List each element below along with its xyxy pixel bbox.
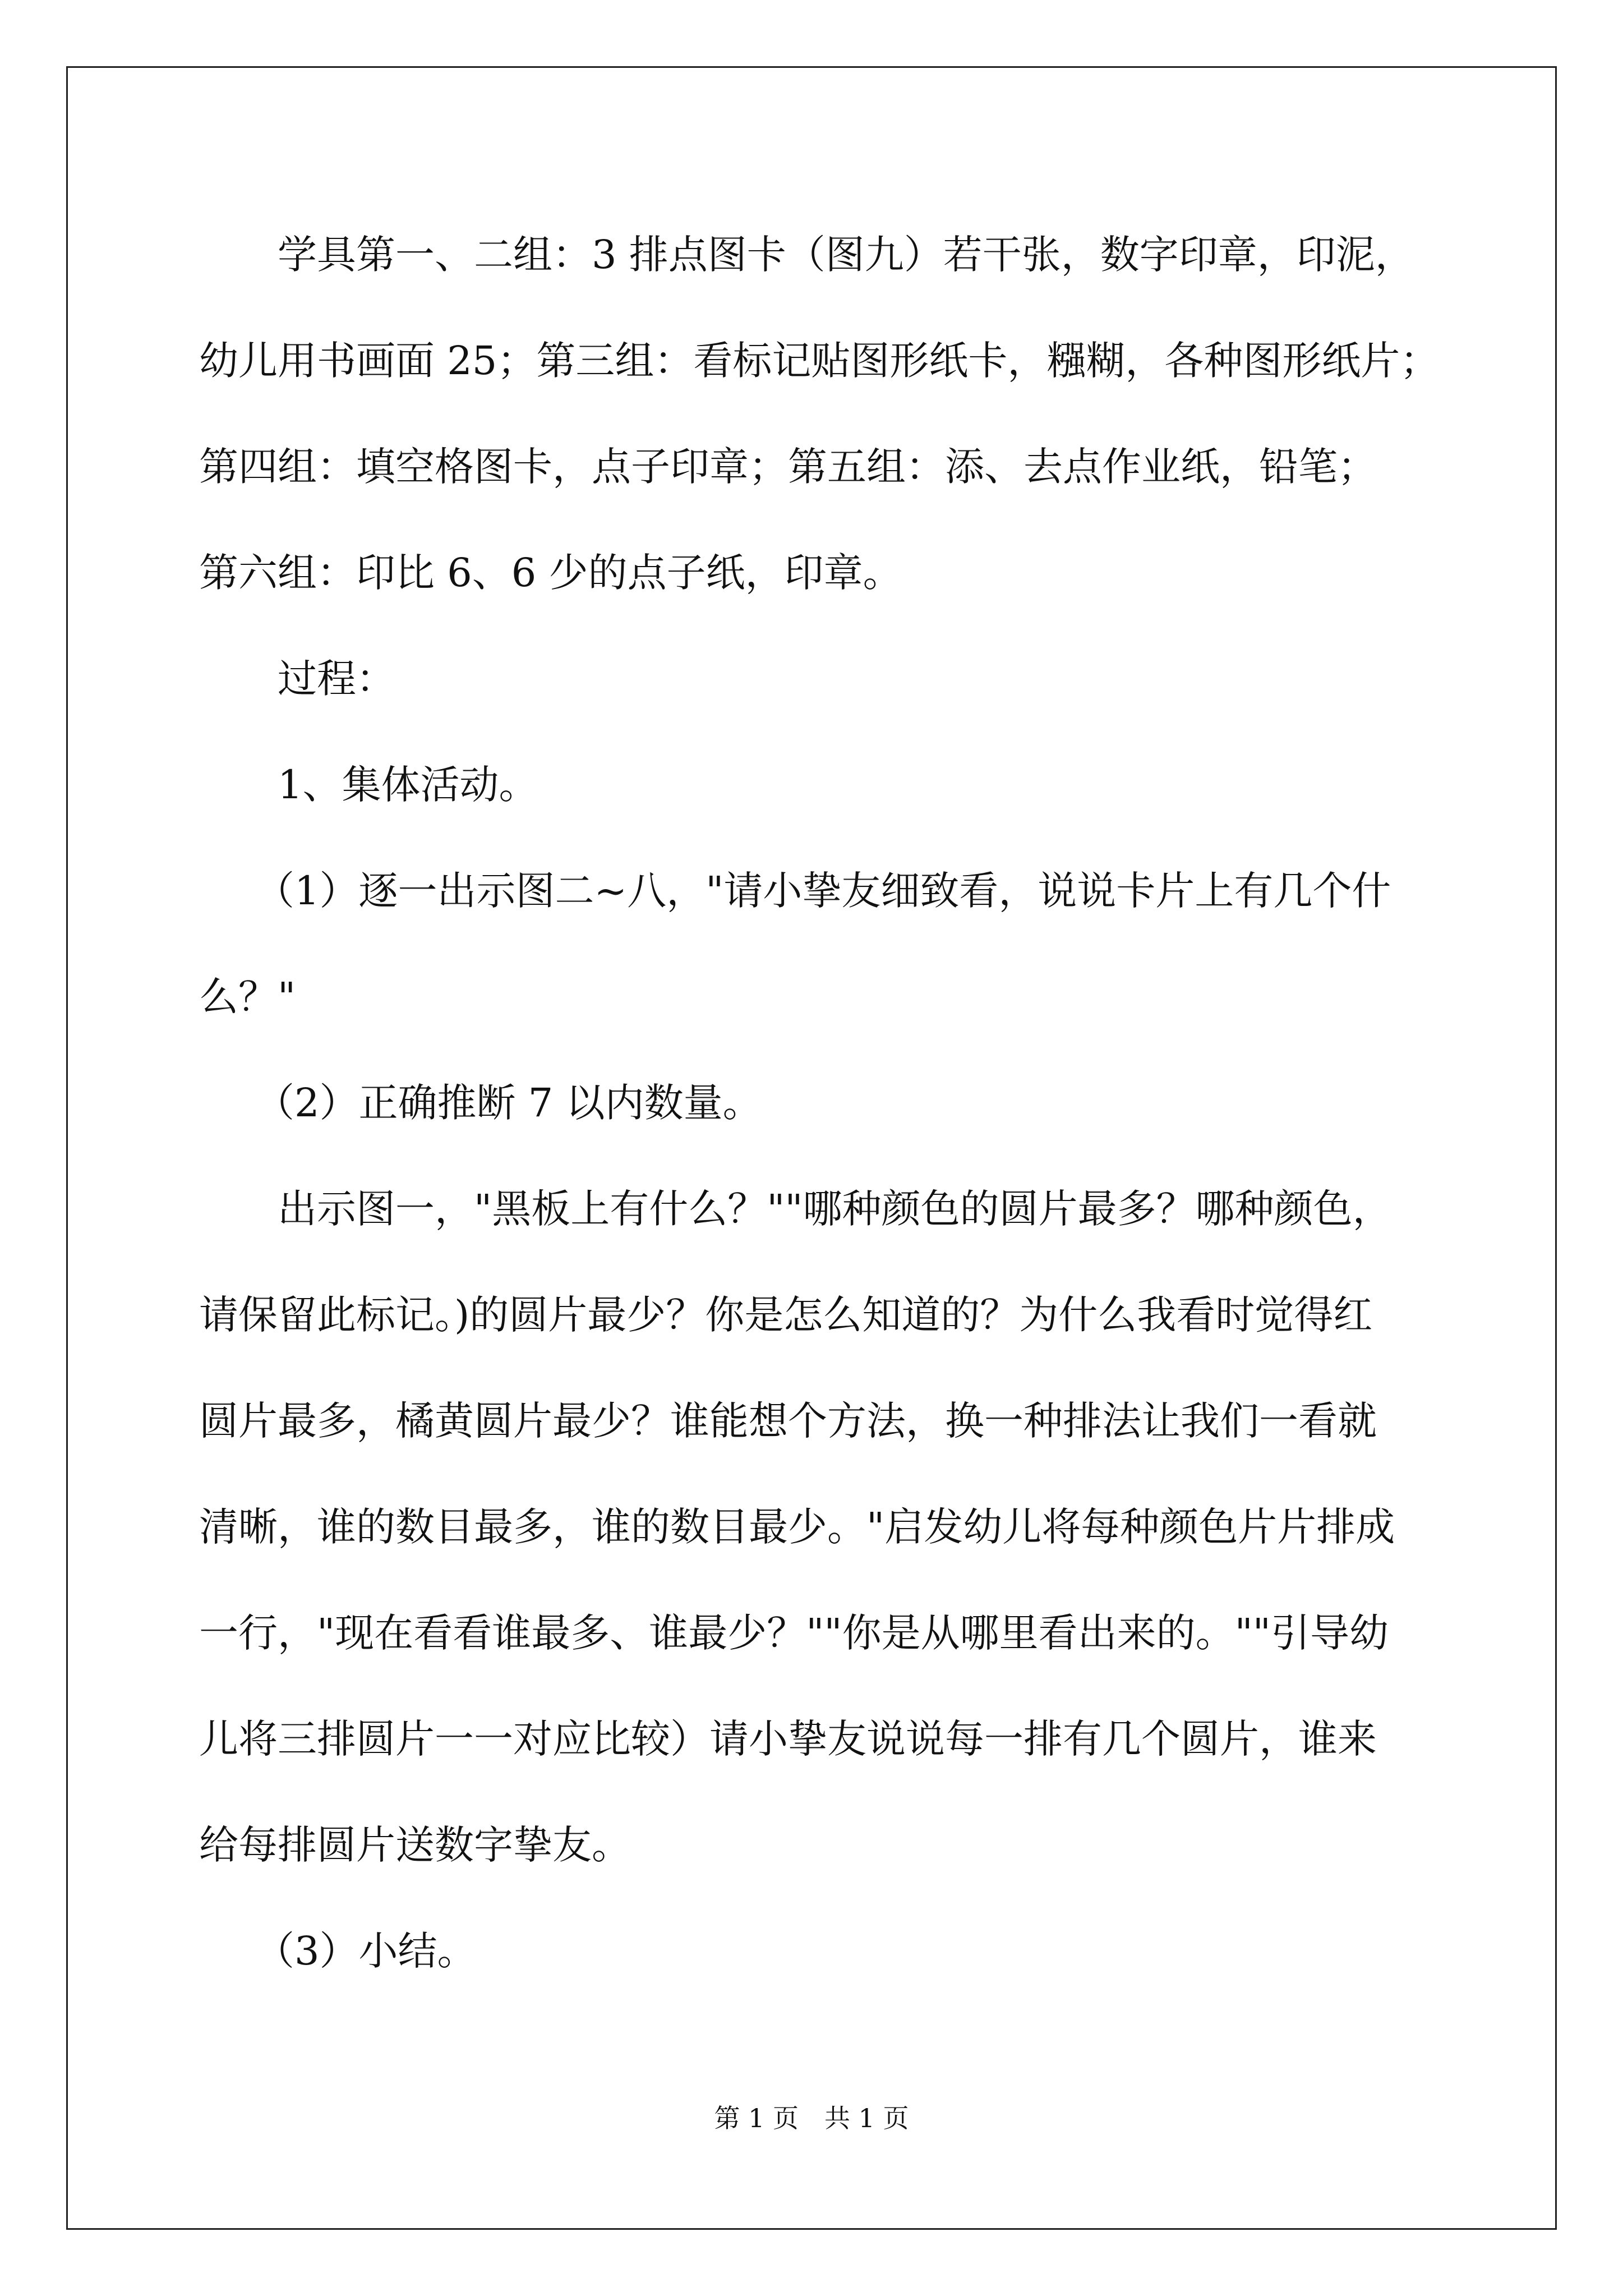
paragraph-line: （2）正确推断 7 以内数量。 bbox=[255, 1080, 762, 1126]
paragraph-line: 给每排圆片送数字挚友。 bbox=[199, 1822, 631, 1868]
paragraph-line: 一行，"现在看看谁最多、谁最少？""你是从哪里看出来的。""引导幼 bbox=[199, 1610, 1389, 1656]
paragraph-line: 请保留此标记。)的圆片最少？你是怎么知道的？为什么我看时觉得红 bbox=[199, 1292, 1373, 1338]
paragraph-line: 第四组：填空格图卡，点子印章；第五组：添、去点作业纸，铅笔； bbox=[199, 444, 1377, 490]
paragraph-line: （3）小结。 bbox=[255, 1928, 477, 1974]
paragraph-line: 儿将三排圆片一一对应比较）请小挚友说说每一排有几个圆片，谁来 bbox=[199, 1716, 1377, 1762]
paragraph-line: 清晰，谁的数目最多，谁的数目最少。"启发幼儿将每种颜色片片排成 bbox=[199, 1504, 1395, 1550]
page-footer: 第 1 页 共 1 页 bbox=[714, 2103, 909, 2133]
paragraph-line: 出示图一，"黑板上有什么？""哪种颜色的圆片最多？哪种颜色， bbox=[278, 1186, 1392, 1232]
paragraph-line: 过程： bbox=[278, 656, 395, 702]
document-body bbox=[199, 202, 1478, 2004]
paragraph-line: 1、集体活动。 bbox=[278, 762, 538, 808]
paragraph-line: （1）逐一出示图二~八，"请小挚友细致看，说说卡片上有几个什 bbox=[255, 868, 1391, 914]
paragraph-line: 第六组：印比 6、6 少的点子纸，印章。 bbox=[199, 550, 902, 596]
paragraph-line: 圆片最多，橘黄圆片最少？谁能想个方法，换一种排法让我们一看就 bbox=[199, 1398, 1377, 1444]
paragraph-line: 幼儿用书画面 25；第三组：看标记贴图形纸卡，糨糊，各种图形纸片； bbox=[199, 338, 1440, 384]
paragraph-line: 学具第一、二组：3 排点图卡（图九）若干张，数字印章，印泥， bbox=[278, 232, 1414, 278]
paragraph-line: 么？" bbox=[199, 974, 296, 1020]
